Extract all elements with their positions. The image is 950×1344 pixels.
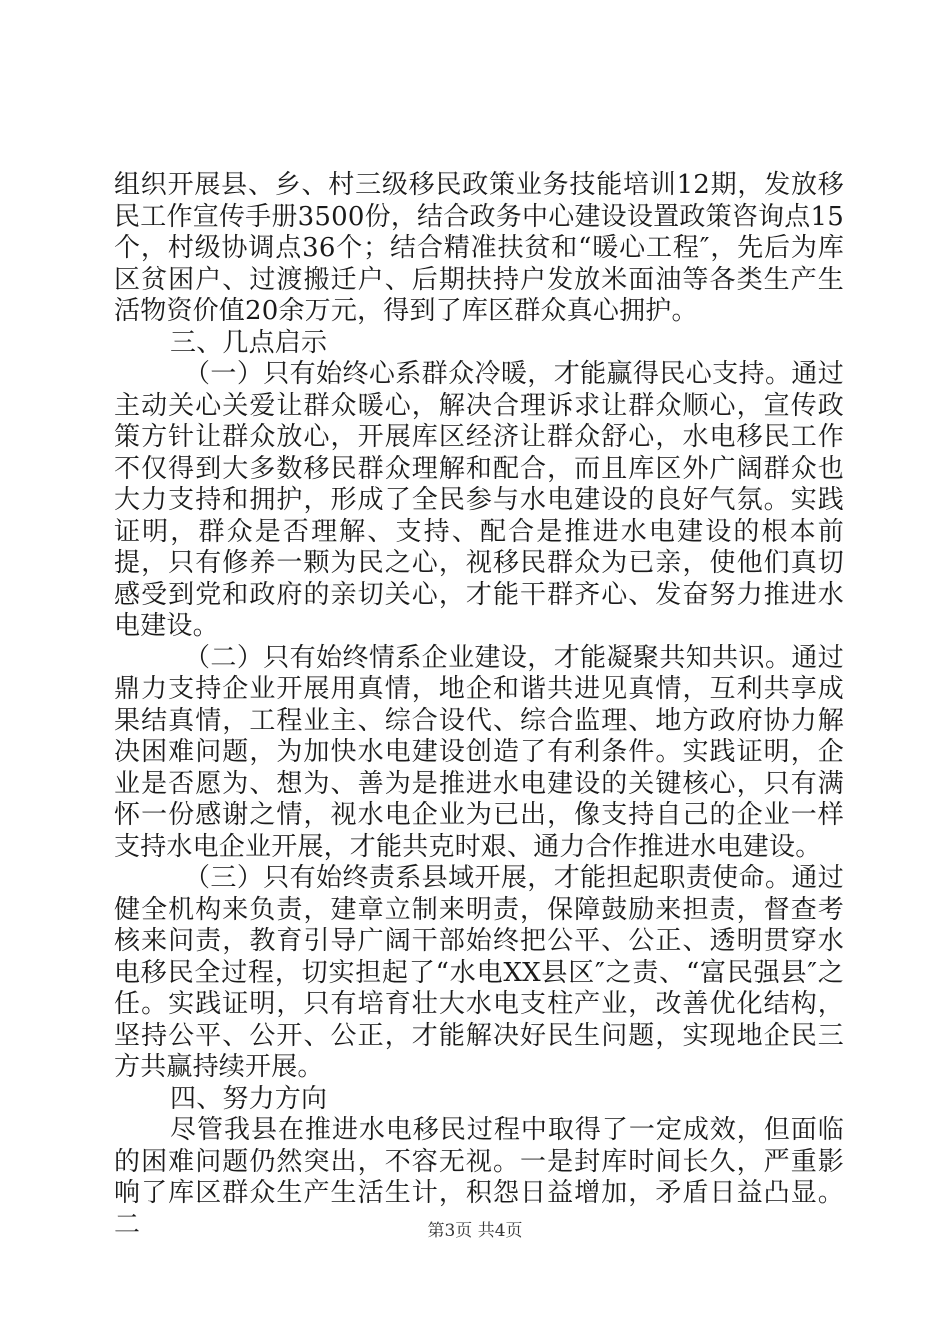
document-body: [114, 170, 844, 1241]
paragraph-insight-3: （三）只有始终责系县域开展，才能担起职责使命。通过健全机构来负责，建章立制来明责，保障鼓励来担责，督查考核来问责，教育引导广阔干部始终把公平、公正、透明贯穿水电移民全过程，切实担起了“水电XX县区″之责、“富民强县″之任。实践证明，只有培育壮大水电支柱产业，改善优化结构，坚持公平、公开、公正，才能解决好民生问题，实现地企民三方共赢持续开展。: [114, 863, 844, 1082]
paragraph-direction: 尽管我县在推进水电移民过程中取得了一定成效，但面临的困难问题仍然突出，不容无视。一是封库时间长久，严重影响了库区群众生产生活生计，积怨日益增加，矛盾日益凸显。二: [114, 1115, 844, 1240]
section-heading-4: 四、努力方向: [170, 1083, 328, 1114]
paragraph-insight-2: （二）只有始终情系企业建设，才能凝聚共知共识。通过鼎力支持企业开展用真情，地企和谐共进见真情，互利共享成果结真情，工程业主、综合设代、综合监理、地方政府协力解决困难问题，为加快水电建设创造了有利条件。实践证明，企业是否愿为、想为、善为是推进水电建设的关键核心，只有满怀一份感谢之情，视水电企业为已出，像支持自己的企业一样支持水电企业开展，才能共克时艰、通力合作推进水电建设。: [114, 642, 844, 862]
paragraph-insight-1: （一）只有始终心系群众冷暖，才能赢得民心支持。通过主动关心关爱让群众暖心，解决合理诉求让群众顺心，宣传政策方针让群众放心，开展库区经济让群众舒心，水电移民工作不仅得到大多数移民群众理解和配合，而且库区外广阔群众也大力支持和拥护，形成了全民参与水电建设的良好气氛。实践证明，群众是否理解、支持、配合是推进水电建设的根本前提，只有修养一颗为民之心，视移民群众为已亲，使他们真切感受到党和政府的亲切关心，才能干群齐心、发奋努力推进水电建设。: [114, 359, 844, 641]
section-heading-3: 三、几点启示: [170, 327, 328, 358]
page-footer: 第3页 共4页: [427, 1221, 523, 1241]
paragraph-1: 组织开展县、乡、村三级移民政策业务技能培训12期，发放移民工作宣传手册3500份，结合政务中心建设设置政策咨询点15个，村级协调点36个；结合精准扶贫和“暖心工程″，先后为库区贫困户、过渡搬迁户、后期扶持户发放米面油等各类生产生活物资价值20余万元，得到了库区群众真心拥护。: [114, 170, 844, 326]
